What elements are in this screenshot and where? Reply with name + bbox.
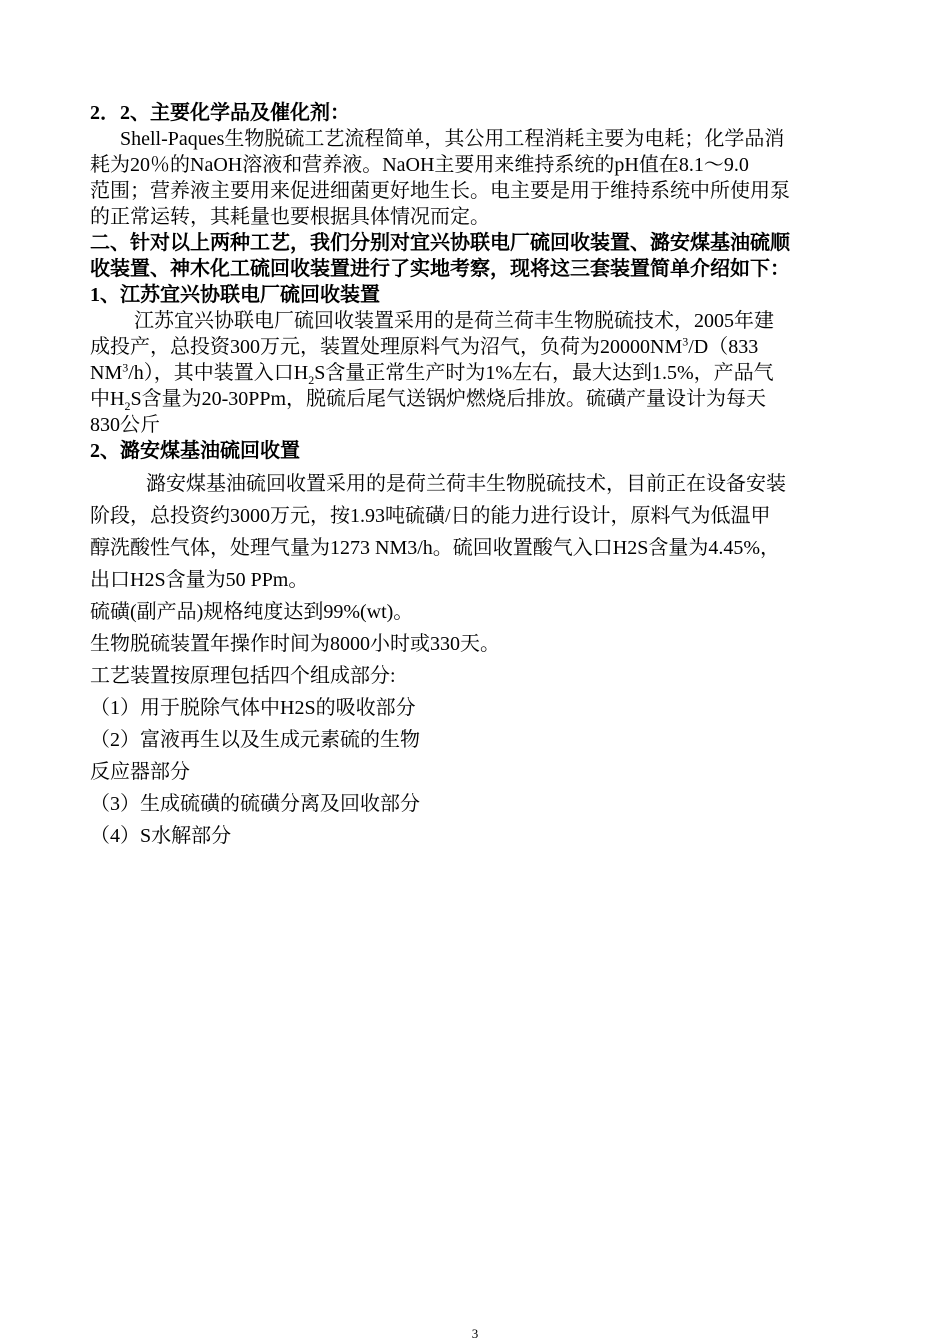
paragraph-line: Shell-Paques生物脱硫工艺流程简单，其公用工程消耗主要为电耗；化学品消	[120, 128, 785, 150]
paragraph-line: 江苏宜兴协联电厂硫回收装置采用的是荷兰荷丰生物脱硫技术，2005年建	[134, 310, 774, 332]
paragraph-line: 的正常运转，其耗量也要根据具体情况而定。	[90, 206, 490, 228]
paragraph-line: 830公斤	[90, 414, 160, 436]
process-parts-intro: 工艺装置按原理包括四个组成部分:	[90, 665, 396, 687]
paragraph-line: 出口H2S含量为50 PPm。	[90, 569, 309, 591]
paragraph-line: 醇洗酸性气体，处理气量为1273 NM3/h。硫回收置酸气入口H2S含量为4.45%，	[90, 537, 781, 559]
process-part-item: （3）生成硫磺的硫磺分离及回收部分	[90, 793, 420, 815]
paragraph-line: 潞安煤基油硫回收置采用的是荷兰荷丰生物脱硫技术，目前正在设备安装	[146, 473, 786, 495]
paragraph-line: 耗为20％的NaOH溶液和营养液。NaOH主要用来维持系统的pH值在8.1～9.0	[90, 154, 749, 176]
paragraph-line: 范围；营养液主要用来促进细菌更好地生长。电主要是用于维持系统中所使用泵	[90, 180, 790, 202]
process-part-item: （1）用于脱除气体中H2S的吸收部分	[90, 697, 416, 719]
paragraph-line: 中$H_2S$含量为20-30PPm，脱硫后尾气送锅炉燃烧后排放。硫磺产量设计为每天	[90, 388, 767, 413]
item-2-heading: 2、潞安煤基油硫回收置	[90, 440, 300, 462]
item-1-heading: 1、江苏宜兴协联电厂硫回收装置	[90, 284, 380, 306]
part-2-heading-line: 收装置、神木化工硫回收装置进行了实地考察，现将这三套装置简单介绍如下：	[90, 258, 790, 280]
document-page	[90, 100, 862, 852]
part-2-heading-line: 二、针对以上两种工艺，我们分别对宜兴协联电厂硫回收装置、潞安煤基油硫顺	[90, 232, 790, 254]
process-part-item: （4）S水解部分	[90, 825, 232, 847]
section-2-2-heading: 2．2、主要化学品及催化剂：	[90, 102, 350, 124]
paragraph-line: 阶段，总投资约3000万元，按1.93吨硫磺/日的能力进行设计，原料气为低温甲	[90, 505, 771, 527]
operation-time-line: 生物脱硫装置年操作时间为8000小时或330天。	[90, 633, 500, 655]
process-part-item: 反应器部分	[90, 761, 190, 783]
process-part-item: （2）富液再生以及生成元素硫的生物	[90, 729, 420, 751]
paragraph-line: $NM^3/h$），其中装置入口$H_2S$含量正常生产时为1%左右，最大达到1.5%，产品气	[90, 360, 774, 387]
purity-line: 硫磺(副产品)规格纯度达到99%(wt)。	[90, 601, 414, 623]
paragraph-line: 成投产，总投资300万元，装置处理原料气为沼气，负荷为$20000NM^3/D(833$	[90, 334, 759, 358]
page-number: 3	[471, 1326, 479, 1341]
